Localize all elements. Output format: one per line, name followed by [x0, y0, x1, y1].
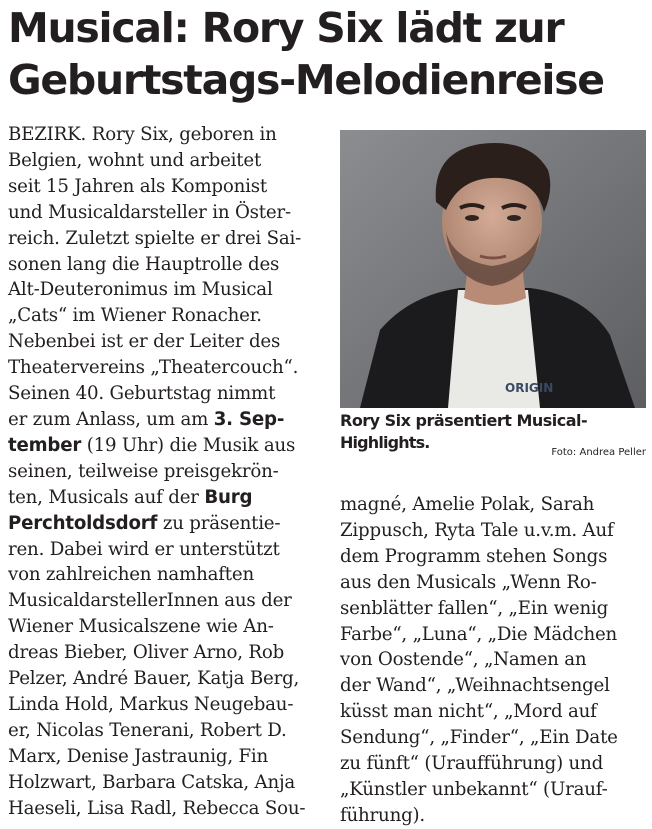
text-line: „Künstler unbekannt“ (Urauf-: [340, 778, 608, 800]
text-line: [8, 511, 318, 537]
date-highlight: tember: [8, 434, 82, 456]
text-line: küsst man nicht“, „Mord auf: [340, 701, 597, 723]
text-line: von Oostende“, „Namen an: [340, 649, 587, 671]
text-line: senblätter fallen“, „Ein wenig: [340, 597, 609, 619]
text-segment: ten, Musicals auf der: [8, 486, 205, 508]
photo-credit: Foto: Andrea Peller: [551, 447, 646, 458]
text-line: „Cats“ im Wiener Ronacher.: [8, 305, 262, 327]
portrait-photo: [340, 130, 646, 408]
text-line: Belgien, wohnt und arbeitet: [8, 149, 262, 171]
article-column-left: [8, 122, 318, 821]
text-line: Alt-Deuteronimus im Musical: [8, 279, 273, 301]
text-line: Holzwart, Barbara Catska, Anja: [8, 771, 296, 793]
text-line: seit 15 Jahren als Komponist: [8, 175, 267, 197]
text-line: aus den Musicals „Wenn Ro-: [340, 571, 597, 593]
text-line: [8, 485, 318, 511]
caption-line: Rory Six präsentiert Musical-: [340, 411, 588, 430]
text-line: Nebenbei ist er der Leiter des: [8, 331, 281, 353]
shirt-print: ORIGIN: [505, 381, 554, 395]
portrait-illustration: [340, 130, 646, 408]
text-line: Farbe“, „Luna“, „Die Mädchen: [340, 623, 618, 645]
text-line: Pelzer, André Bauer, Katja Berg,: [8, 668, 300, 690]
date-highlight: 3. Sep-: [213, 408, 285, 430]
text-line: von zahlreichen namhaften: [8, 564, 254, 586]
caption-line: Highlights.: [340, 433, 430, 452]
text-line: BEZIRK. Rory Six, geboren in: [8, 124, 277, 145]
text-line: Linda Hold, Markus Neugebau-: [8, 693, 294, 715]
text-line: Wiener Musicalszene wie An-: [8, 616, 274, 638]
text-line: dem Programm stehen Songs: [340, 545, 608, 567]
article-column-right: [340, 492, 646, 829]
text-line: seinen, teilweise preisgekrön-: [8, 460, 279, 482]
right-eye: [507, 215, 521, 221]
text-line: sonen lang die Hauptrolle des: [8, 253, 280, 275]
headline: [8, 2, 648, 106]
text-line: [8, 407, 318, 433]
text-line: Sendung“, „Finder“, „Ein Date: [340, 727, 618, 749]
text-line: dreas Bieber, Oliver Arno, Rob: [8, 642, 285, 664]
headline-line-1: Musical: Rory Six lädt zur: [8, 4, 564, 52]
text-line: er, Nicolas Tenerani, Robert D.: [8, 719, 287, 741]
left-eye: [465, 215, 479, 221]
text-line: Theatervereins „Theatercouch“.: [8, 357, 299, 379]
headline-line-2: Geburtstags-Melodienreise: [8, 56, 604, 104]
text-segment: er zum Anlass, um am: [8, 408, 214, 430]
text-line: Marx, Denise Jastraunig, Fin: [8, 745, 269, 767]
text-line: Zippusch, Ryta Tale u.v.m. Auf: [340, 519, 614, 541]
text-line: und Musicaldarsteller in Öster-: [8, 201, 291, 223]
text-line: [8, 433, 318, 459]
text-line: Haeseli, Lisa Radl, Rebecca Sou-: [8, 797, 306, 819]
venue-highlight: Burg: [204, 486, 253, 508]
text-line: MusicaldarstellerInnen aus der: [8, 590, 292, 612]
text-line: führung).: [340, 804, 425, 826]
text-line: zu fünft“ (Uraufführung) und: [340, 753, 604, 775]
text-line: magné, Amelie Polak, Sarah: [340, 494, 595, 515]
text-segment: (19 Uhr) die Musik aus: [81, 434, 296, 456]
text-line: der Wand“, „Weihnachtsengel: [340, 675, 610, 697]
text-segment: zu präsentie-: [157, 512, 281, 534]
venue-highlight: Perchtoldsdorf: [8, 512, 158, 534]
text-line: reich. Zuletzt spielte er drei Sai-: [8, 227, 302, 249]
text-line: Seinen 40. Geburtstag nimmt: [8, 383, 276, 405]
text-line: ren. Dabei wird er unterstützt: [8, 538, 280, 560]
